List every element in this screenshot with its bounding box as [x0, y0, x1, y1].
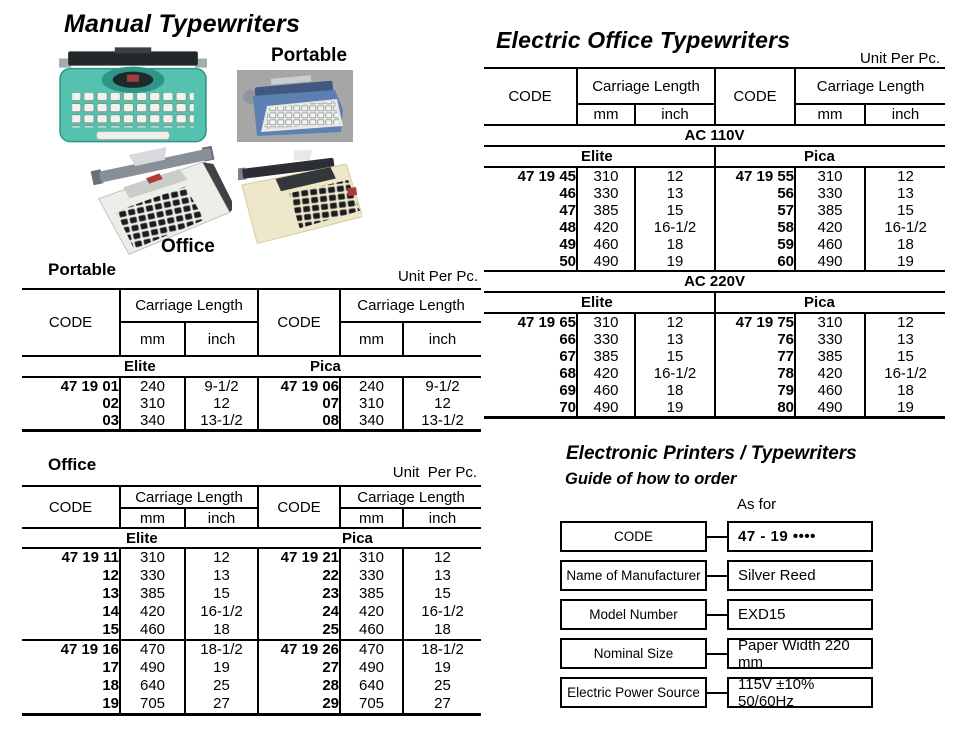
code-cell: 76: [715, 331, 795, 348]
code-cell: 25: [258, 621, 340, 640]
typeface-section-label: Pica: [258, 528, 481, 548]
mm-cell: 470: [340, 640, 403, 659]
inch-cell: 13: [403, 567, 481, 585]
inch-cell: 13: [635, 185, 715, 202]
mm-cell: 385: [340, 585, 403, 603]
code-cell: 02: [102, 395, 119, 412]
code-cell: 29: [258, 695, 340, 715]
code-cell: 13: [102, 585, 119, 602]
table-row: [22, 412, 481, 431]
mm-cell: 330: [577, 185, 635, 202]
table-row: [484, 365, 945, 382]
code-cell: 79: [715, 382, 795, 399]
col-header-mm: mm: [340, 322, 403, 356]
electric-unit-note: Unit Per Pc.: [859, 50, 940, 67]
inch-cell: 16-1/2: [865, 219, 945, 236]
mm-cell: 460: [340, 621, 403, 640]
inch-cell: 19: [185, 659, 258, 677]
connector-line: [707, 614, 727, 616]
guide-value-box: 115V ±10% 50/60Hz: [727, 677, 873, 708]
mm-cell: 240: [340, 377, 403, 395]
code-cell: 78: [715, 365, 795, 382]
table-row: [484, 348, 945, 365]
mm-cell: 640: [340, 677, 403, 695]
mm-cell: 490: [795, 253, 865, 271]
col-header-mm: mm: [577, 104, 635, 125]
mm-cell: 420: [120, 603, 185, 621]
code-cell: 03: [102, 412, 119, 429]
mm-cell: 490: [577, 399, 635, 418]
typeface-section-label: Elite: [22, 356, 258, 377]
col-header-carriage-length: Carriage Length: [120, 486, 258, 508]
mm-cell: 310: [577, 167, 635, 185]
col-header-code: CODE: [484, 68, 577, 125]
inch-cell: 12: [865, 167, 945, 185]
code-cell: 27: [258, 659, 340, 677]
guide-value-box: 47 - 19 ••••: [727, 521, 873, 552]
mm-cell: 460: [577, 382, 635, 399]
voltage-section-label: AC 220V: [484, 271, 945, 292]
inch-cell: 25: [185, 677, 258, 695]
code-cell: 66: [559, 331, 576, 348]
inch-cell: 19: [865, 399, 945, 418]
col-header-carriage-length: Carriage Length: [795, 68, 945, 104]
typeface-section-label: Elite: [22, 528, 258, 548]
col-header-inch: inch: [403, 322, 481, 356]
office-table-heading: Office: [48, 455, 97, 474]
code-cell: 47 19 75: [715, 313, 795, 331]
col-header-code: CODE: [258, 486, 340, 528]
table-row: [22, 677, 481, 695]
office-photo-label: Office: [161, 236, 215, 257]
inch-cell: 12: [185, 395, 258, 412]
electric-typewriters-title: Electric Office Typewriters: [496, 27, 791, 53]
inch-cell: 15: [865, 202, 945, 219]
code-cell: 15: [102, 621, 119, 638]
code-cell: 47 19 06: [258, 377, 340, 395]
mm-cell: 330: [577, 331, 635, 348]
inch-cell: 9-1/2: [403, 377, 481, 395]
mm-cell: 490: [120, 659, 185, 677]
code-cell: 12: [102, 567, 119, 584]
code-cell: 47 19 45: [517, 168, 576, 185]
mm-cell: 460: [795, 382, 865, 399]
code-cell: 49: [559, 236, 576, 253]
mm-cell: 310: [120, 395, 185, 412]
mm-cell: 385: [120, 585, 185, 603]
guide-label-box: Model Number: [560, 599, 707, 630]
inch-cell: 19: [865, 253, 945, 271]
guide-label-box: Nominal Size: [560, 638, 707, 669]
mm-cell: 385: [795, 348, 865, 365]
typeface-section-label: Pica: [715, 146, 945, 167]
table-row: [22, 548, 481, 567]
col-header-code: CODE: [22, 289, 120, 356]
code-cell: 70: [559, 399, 576, 416]
table-row: [484, 399, 945, 418]
typeface-section-label: Pica: [258, 356, 481, 377]
connector-line: [707, 653, 727, 655]
col-header-code: CODE: [22, 486, 120, 528]
code-cell: 47 19 65: [517, 314, 576, 331]
inch-cell: 12: [635, 313, 715, 331]
portable-photo-label: Portable: [271, 45, 348, 66]
col-header-carriage-length: Carriage Length: [340, 486, 481, 508]
code-cell: 46: [559, 185, 576, 202]
code-cell: 14: [102, 603, 119, 620]
inch-cell: 18-1/2: [185, 640, 258, 659]
inch-cell: 12: [865, 313, 945, 331]
guide-label-box: Electric Power Source: [560, 677, 707, 708]
guide-label-box: CODE: [560, 521, 707, 552]
code-cell: 67: [559, 348, 576, 365]
table-row: [22, 603, 481, 621]
inch-cell: 12: [403, 395, 481, 412]
col-header-code: CODE: [258, 289, 340, 356]
mm-cell: 385: [795, 202, 865, 219]
col-header-code: CODE: [715, 68, 795, 125]
inch-cell: 19: [635, 253, 715, 271]
electronic-printers-title: Electronic Printers / Typewriters: [566, 443, 857, 464]
table-row: [484, 331, 945, 348]
mm-cell: 385: [577, 202, 635, 219]
mm-cell: 340: [120, 412, 185, 431]
code-cell: 47 19 11: [61, 549, 119, 566]
inch-cell: 18: [185, 621, 258, 640]
inch-cell: 13-1/2: [403, 412, 481, 431]
table-row: [22, 640, 481, 659]
mm-cell: 420: [795, 365, 865, 382]
col-header-carriage-length: Carriage Length: [340, 289, 481, 322]
mm-cell: 310: [120, 548, 185, 567]
table-row: [484, 219, 945, 236]
cream-office-typewriter-photo: [238, 150, 362, 246]
col-header-inch: inch: [865, 104, 945, 125]
inch-cell: 16-1/2: [865, 365, 945, 382]
code-cell: 22: [258, 567, 340, 585]
code-cell: 69: [559, 382, 576, 399]
code-cell: 19: [102, 695, 119, 712]
mm-cell: 310: [340, 395, 403, 412]
office-unit-note: Unit Per Pc.: [392, 464, 477, 481]
table-row: [22, 567, 481, 585]
code-cell: 23: [258, 585, 340, 603]
inch-cell: 12: [185, 548, 258, 567]
office-table: [22, 485, 481, 716]
mm-cell: 460: [795, 236, 865, 253]
col-header-inch: inch: [635, 104, 715, 125]
mm-cell: 470: [120, 640, 185, 659]
col-header-mm: mm: [340, 508, 403, 528]
inch-cell: 15: [635, 202, 715, 219]
guide-row: [560, 599, 876, 630]
mm-cell: 330: [340, 567, 403, 585]
mm-cell: 310: [795, 313, 865, 331]
table-row: [22, 395, 481, 412]
table-row: [484, 167, 945, 185]
col-header-carriage-length: Carriage Length: [577, 68, 715, 104]
code-cell: 56: [715, 185, 795, 202]
electric-table: [484, 67, 945, 419]
inch-cell: 18: [403, 621, 481, 640]
inch-cell: 18: [635, 382, 715, 399]
col-header-mm: mm: [120, 508, 185, 528]
portable-table-heading: Portable: [48, 260, 117, 279]
guide-label-box: Name of Manufacturer: [560, 560, 707, 591]
teal-portable-typewriter-photo: [56, 46, 210, 148]
connector-line: [707, 575, 727, 577]
inch-cell: 13: [635, 331, 715, 348]
code-cell: 48: [559, 219, 576, 236]
order-guide-diagram: [560, 521, 876, 716]
inch-cell: 18: [635, 236, 715, 253]
mm-cell: 330: [120, 567, 185, 585]
guide-value-box: Silver Reed: [727, 560, 873, 591]
table-row: [22, 377, 481, 395]
mm-cell: 460: [120, 621, 185, 640]
inch-cell: 27: [185, 695, 258, 715]
code-cell: 07: [258, 395, 340, 412]
col-header-inch: inch: [185, 508, 258, 528]
mm-cell: 420: [340, 603, 403, 621]
blue-portable-typewriter-photo: [237, 70, 353, 142]
table-row: [22, 695, 481, 715]
inch-cell: 13: [185, 567, 258, 585]
guide-value-box: Paper Width 220 mm: [727, 638, 873, 669]
code-cell: 57: [715, 202, 795, 219]
manual-typewriters-title: Manual Typewriters: [64, 10, 301, 38]
col-header-mm: mm: [795, 104, 865, 125]
col-header-carriage-length: Carriage Length: [120, 289, 258, 322]
table-row: [22, 659, 481, 677]
voltage-section-label: AC 110V: [484, 125, 945, 146]
table-row: [484, 202, 945, 219]
typeface-section-label: Elite: [484, 292, 715, 313]
guide-subtitle: Guide of how to order: [565, 470, 737, 488]
guide-as-for-note: As for: [737, 496, 777, 513]
inch-cell: 15: [865, 348, 945, 365]
code-cell: 59: [715, 236, 795, 253]
inch-cell: 18: [865, 382, 945, 399]
code-cell: 60: [715, 253, 795, 271]
table-row: [484, 185, 945, 202]
mm-cell: 420: [795, 219, 865, 236]
guide-row: [560, 521, 876, 552]
mm-cell: 705: [120, 695, 185, 715]
mm-cell: 640: [120, 677, 185, 695]
mm-cell: 490: [340, 659, 403, 677]
code-cell: 17: [102, 659, 119, 676]
inch-cell: 16-1/2: [635, 365, 715, 382]
inch-cell: 13: [865, 185, 945, 202]
inch-cell: 19: [403, 659, 481, 677]
table-row: [22, 621, 481, 640]
col-header-inch: inch: [403, 508, 481, 528]
inch-cell: 9-1/2: [185, 377, 258, 395]
inch-cell: 18: [865, 236, 945, 253]
code-cell: 47 19 16: [22, 640, 120, 659]
table-row: [22, 585, 481, 603]
guide-value-box: EXD15: [727, 599, 873, 630]
connector-line: [707, 536, 727, 538]
code-cell: 18: [102, 677, 119, 694]
mm-cell: 330: [795, 185, 865, 202]
mm-cell: 705: [340, 695, 403, 715]
col-header-mm: mm: [120, 322, 185, 356]
mm-cell: 240: [120, 377, 185, 395]
inch-cell: 12: [635, 167, 715, 185]
mm-cell: 310: [577, 313, 635, 331]
mm-cell: 420: [577, 365, 635, 382]
guide-row: [560, 638, 876, 669]
col-header-inch: inch: [185, 322, 258, 356]
code-cell: 47 19 21: [258, 548, 340, 567]
inch-cell: 18-1/2: [403, 640, 481, 659]
table-row: [484, 236, 945, 253]
code-cell: 47 19 26: [258, 640, 340, 659]
inch-cell: 13-1/2: [185, 412, 258, 431]
mm-cell: 310: [340, 548, 403, 567]
table-row: [484, 253, 945, 271]
mm-cell: 310: [795, 167, 865, 185]
mm-cell: 460: [577, 236, 635, 253]
mm-cell: 330: [795, 331, 865, 348]
table-row: [484, 382, 945, 399]
mm-cell: 490: [795, 399, 865, 418]
code-cell: 77: [715, 348, 795, 365]
mm-cell: 420: [577, 219, 635, 236]
inch-cell: 16-1/2: [403, 603, 481, 621]
inch-cell: 16-1/2: [635, 219, 715, 236]
inch-cell: 12: [403, 548, 481, 567]
inch-cell: 19: [635, 399, 715, 418]
inch-cell: 15: [185, 585, 258, 603]
portable-unit-note: Unit Per Pc.: [397, 268, 478, 285]
connector-line: [707, 692, 727, 694]
portable-table: [22, 288, 481, 432]
inch-cell: 13: [865, 331, 945, 348]
mm-cell: 385: [577, 348, 635, 365]
code-cell: 68: [559, 365, 576, 382]
guide-row: [560, 677, 876, 708]
code-cell: 24: [258, 603, 340, 621]
code-cell: 58: [715, 219, 795, 236]
guide-row: [560, 560, 876, 591]
code-cell: 47 19 01: [60, 378, 119, 395]
inch-cell: 15: [635, 348, 715, 365]
code-cell: 28: [258, 677, 340, 695]
typeface-section-label: Pica: [715, 292, 945, 313]
inch-cell: 27: [403, 695, 481, 715]
inch-cell: 16-1/2: [185, 603, 258, 621]
inch-cell: 15: [403, 585, 481, 603]
table-row: [484, 313, 945, 331]
code-cell: 80: [715, 399, 795, 418]
code-cell: 50: [559, 253, 576, 270]
mm-cell: 490: [577, 253, 635, 271]
code-cell: 08: [258, 412, 340, 431]
typeface-section-label: Elite: [484, 146, 715, 167]
code-cell: 47: [559, 202, 576, 219]
inch-cell: 25: [403, 677, 481, 695]
code-cell: 47 19 55: [715, 167, 795, 185]
mm-cell: 340: [340, 412, 403, 431]
